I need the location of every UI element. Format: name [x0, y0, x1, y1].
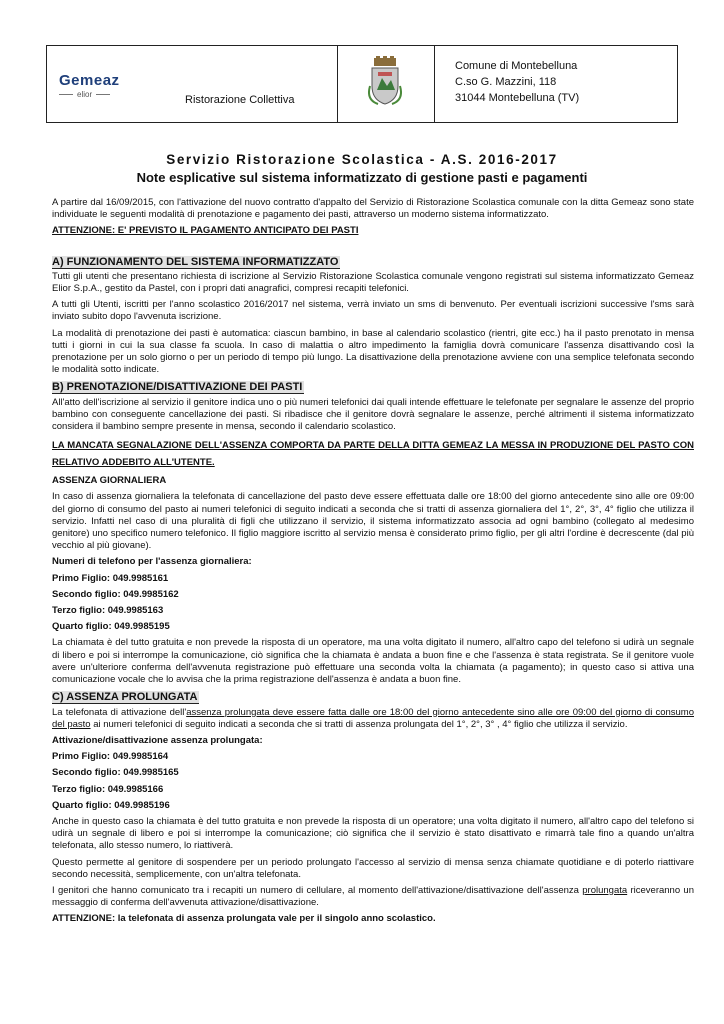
section-a-paragraph: La modalità di prenotazione dei pasti è automatica: ciascun bambino, in base al calendario scolastico (rientri, gite ecc.) ha il pasto prenotato in mensa tutti i giorni in cui la sua classe fa scuola. In caso di malattia o altro impedimento la famiglia dovrà comunicare l'assenza disattivando così la prenotazione per un solo giorno o per un periodo di tempo più lungo. La disattivazione della prenotazione avviene con una semplice telefonata secondo le modalità sotto indicate. [52, 327, 694, 376]
daily-phone-third: Terzo figlio: 049.9985163 [52, 605, 164, 617]
logo-rule-right [96, 94, 110, 95]
address-line: 31044 Montebelluna (TV) [455, 92, 580, 104]
mobile-text: I genitori che hanno comunicato tra i recapiti un numero di cellulare, al momento dell'attivazione/disattivazione dell'assenza [52, 884, 583, 896]
letterhead-address-cell [435, 46, 677, 122]
section-c-heading [52, 691, 694, 703]
document-title: Servizio Ristorazione Scolastica - A.S. 2016-2017 [166, 152, 558, 167]
final-warning-label: ATTENZIONE: [52, 913, 116, 925]
municipality-address [455, 58, 579, 106]
letterhead [46, 45, 678, 123]
section-b-heading-text: B) PRENOTAZIONE/DISATTIVAZIONE DEI PASTI [52, 381, 303, 394]
section-a-paragraph: Tutti gli utenti che presentano richiesta di iscrizione al Servizio Ristorazione Scolastica comunale vengono registrati sul sistema informatizzato Gemeaz Elior S.p.A., gestito da Pastel, con i propri dati anagrafici, compresi recapiti telefonici. [52, 270, 694, 295]
daily-call-explanation: La chiamata è del tutto gratuita e non prevede la risposta di un operatore, ma una volta digitato il numero, all'altro capo del telefono si udirà un segnale di libero e poi si interrompe la comunicazione, ciò significa che la chiamata è andata a buon fine e che l'assenza è stata registrata. Se il genitore vuole avere un'ulteriore conferma dell'avvenuta registrazione può effettuare una seconda volta la chiamata (a pagamento); in questo caso si attiva una comunicazione vocale che lo avvisa che la prima registrazione dell'assenza è andata a buon fine. [52, 637, 694, 686]
section-c-paragraph [52, 707, 694, 731]
logo-rule-left [59, 94, 73, 95]
section-b-heading [52, 381, 694, 393]
address-line: C.so G. Mazzini, 118 [455, 76, 557, 88]
spacer [52, 242, 694, 256]
service-label: Ristorazione Collettiva [185, 94, 295, 106]
section-c-heading-text: C) ASSENZA PROLUNGATA [52, 691, 198, 704]
section-b-paragraph: All'atto dell'iscrizione al servizio il genitore indica uno o più numeri telefonici dai quali intende effettuare le telefonate per segnalare le assenze del proprio bambino con conseguente cancellazione dei pasti. Si ribadisce che il genitore dovrà segnalare le assenze, perché altrimenti il sistema informatizzato considera il bambino sempre presente in mensa, secondo il calendario scolastico. [52, 396, 694, 433]
prolonged-phone-third: Terzo figlio: 049.9985166 [52, 783, 164, 795]
prolonged-numbers-heading: Attivazione/disattivazione assenza prolungata: [52, 734, 263, 746]
section-a-paragraph: A tutti gli Utenti, iscritti per l'anno scolastico 2016/2017 nel sistema, verrà inviato un sms di benvenuto. Per eventuali iscrizioni successive l'sms sarà inviato subito dopo l'avvenuta iscrizione. [52, 299, 694, 323]
mobile-text: riceveranno un messaggio di conferma dell'avvenuta attivazione/disattivazione. [52, 884, 694, 909]
daily-absence-paragraph: In caso di assenza giornaliera la telefonata di cancellazione del pasto deve essere effettuata dalle ore 18:00 del giorno antecedente sino alle ore 09:00 del giorno di consumo del pasto ai numeri telefonici di seguito indicati a seconda che si tratti di assenza giornaliera del 1°, 2°, 3°, 4° figlio che utilizza il servizio. Infatti nel caso di una pluralità di figli che utilizzano il servizio, il sistema informatizzato associa ad ogni bambino (collegato al medesimo genitore) uno specifico numero telefonico. Il figlio maggiore iscritto al servizio mensa è considerato primo figlio, per gli altri l'ordine è decrescente (dal più vecchio al più giovane). [52, 491, 694, 552]
prolonged-call-explanation: Anche in questo caso la chiamata è del tutto gratuita e non prevede la risposta di un operatore; una volta digitato il numero, all'altro capo del telefono si udirà un segnale di libero e poi si interrompe la comunicazione; ciò significa che il servizio è stato disattivato e rimarrà tale fino a quando un'altra telefonata, allo stesso numero, lo riattiverà. [52, 815, 694, 852]
daily-numbers-heading: Numeri di telefono per l'assenza giornaliera: [52, 556, 252, 568]
prolonged-phone-fourth: Quarto figlio: 049.9985196 [52, 799, 170, 811]
letterhead-company-cell [47, 46, 338, 122]
prepayment-warning: ATTENZIONE: E' PREVISTO IL PAGAMENTO ANTICIPATO DEI PASTI [52, 225, 359, 237]
final-warning-text: la telefonata di assenza prolungata vale per il singolo anno scolastico. [115, 913, 436, 925]
section-a-heading [52, 256, 694, 268]
section-c-underlined-text: assenza prolungata deve essere fatta dalle ore 18:00 del giorno antecedente sino alle ore 09:00 del giorno di consumo del pasto [52, 706, 694, 730]
document-body [52, 197, 694, 930]
address-line: Comune di Montebelluna [455, 60, 578, 72]
intro-paragraph: A partire dal 16/09/2015, con l'attivazione del nuovo contratto d'appalto del Servizio di Ristorazione Scolastica comunale con la ditta Gemeaz sono state individuate le seguenti modalità di prenotazione e pagamento dei pasti, attraverso un moderno sistema informatizzato. [52, 197, 694, 221]
daily-phone-first: Primo Figlio: 049.9985161 [52, 572, 169, 584]
logo-subword: elior [77, 90, 93, 99]
mobile-underlined-text: prolungata [582, 884, 628, 896]
document-subtitle: Note esplicative sul sistema informatizzato di gestione pasti e pagamenti [136, 170, 588, 185]
daily-phone-fourth: Quarto figlio: 049.9985195 [52, 621, 170, 633]
logo-subline [59, 90, 120, 99]
daily-absence-heading: ASSENZA GIORNALIERA [52, 475, 167, 487]
logo-wordmark: Gemeaz [59, 72, 120, 89]
final-warning [52, 913, 694, 925]
daily-phone-second: Secondo figlio: 049.9985162 [52, 588, 179, 600]
missed-notice-warning: LA MANCATA SEGNALAZIONE DELL'ASSENZA COMPORTA DA PARTE DELLA DITTA GEMEAZ LA MESSA IN PRODUZIONE DEL PASTO CON RELATIVO ADDEBITO ALL'UTENTE. [52, 440, 694, 469]
section-a-heading-text: A) FUNZIONAMENTO DEL SISTEMA INFORMATIZZATO [52, 255, 339, 268]
mobile-confirmation-paragraph [52, 885, 694, 909]
prolonged-phone-second: Secondo figlio: 049.9985165 [52, 767, 179, 779]
section-c-text: ai numeri telefonici di seguito indicati a seconda che si tratti di assenza prolungata del 1°, 2°, 3° , 4° figlio che utilizza il servizio. [90, 718, 628, 730]
gemeaz-logo [59, 72, 120, 99]
letterhead-crest-cell [338, 46, 435, 122]
section-c-text: La telefonata di attivazione dell' [52, 706, 187, 718]
municipal-crest-icon [368, 56, 402, 106]
prolonged-phone-first: Primo Figlio: 049.9985164 [52, 751, 169, 763]
prolonged-benefit-paragraph: Questo permette al genitore di sospendere per un periodo prolungato l'accesso al servizio di mensa senza chiamate quotidiane e di poterlo riattivare secondo necessità, semplicemente, con un'altra telefonata. [52, 856, 694, 880]
